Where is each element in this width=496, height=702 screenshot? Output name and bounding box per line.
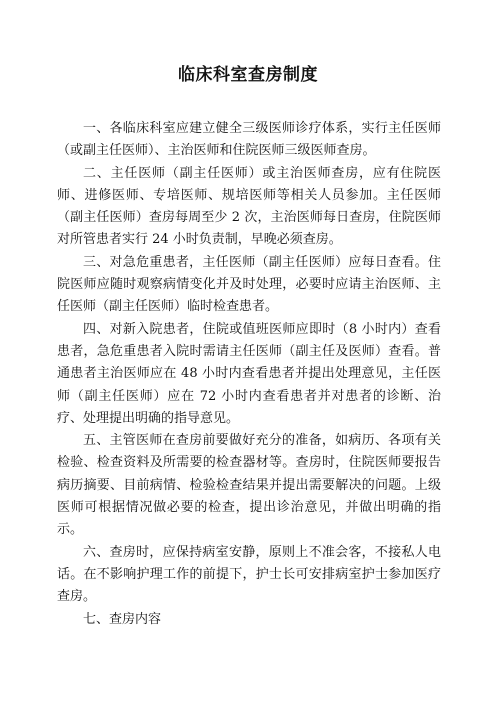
document-title: 临床科室查房制度 [178, 65, 318, 85]
paragraph-3: 三、对急危重患者，主任医师（副主任医师）应每日查看。住院医师应随时观察病情变化并及时处理，必要时应请主治医师、主任医师（副主任医师）临时检查患者。 [57, 254, 441, 315]
paragraph-2: 二、主任医师（副主任医师）或主治医师查房，应有住院医师、进修医师、专培医师、规培医师等相关人员参加。主任医师（副主任医师）查房每周至少 2 次，主治医师每日查房，住院医师对所管患者实行 24 小时负责制，早晚必须查房。 [57, 165, 441, 248]
document-body [57, 118, 441, 631]
paragraph-1: 一、各临床科室应建立健全三级医师诊疗体系，实行主任医师（或副主任医师）、主治医师和住院医师三级医师查房。 [57, 121, 441, 159]
paragraph-5: 五、主管医师在查房前要做好充分的准备，如病历、各项有关检验、检查资料及所需要的检查器材等。查房时，住院医师要报告病历摘要、目前病情、检验检查结果并提出需要解决的问题。上级医师可根据情况做必要的检查，提出诊治意见，并做出明确的指示。 [57, 433, 441, 538]
paragraph-7: 七、查房内容 [83, 611, 162, 627]
paragraph-6: 六、查房时，应保持病室安静，原则上不准会客，不接私人电话。在不影响护理工作的前提下，护士长可安排病室护士参加医疗查房。 [57, 544, 441, 605]
paragraph-4: 四、对新入院患者，住院或值班医师应即时（8 小时内）查看患者，急危重患者入院时需请主任医师（副主任及医师）查看。普通患者主治医师应在 48 小时内查看患者并提出处理意见，主任医师（副主任医师）应在 72 小时内查看患者并对患者的诊断、治疗、处理提出明确的指导意见。 [57, 321, 441, 426]
